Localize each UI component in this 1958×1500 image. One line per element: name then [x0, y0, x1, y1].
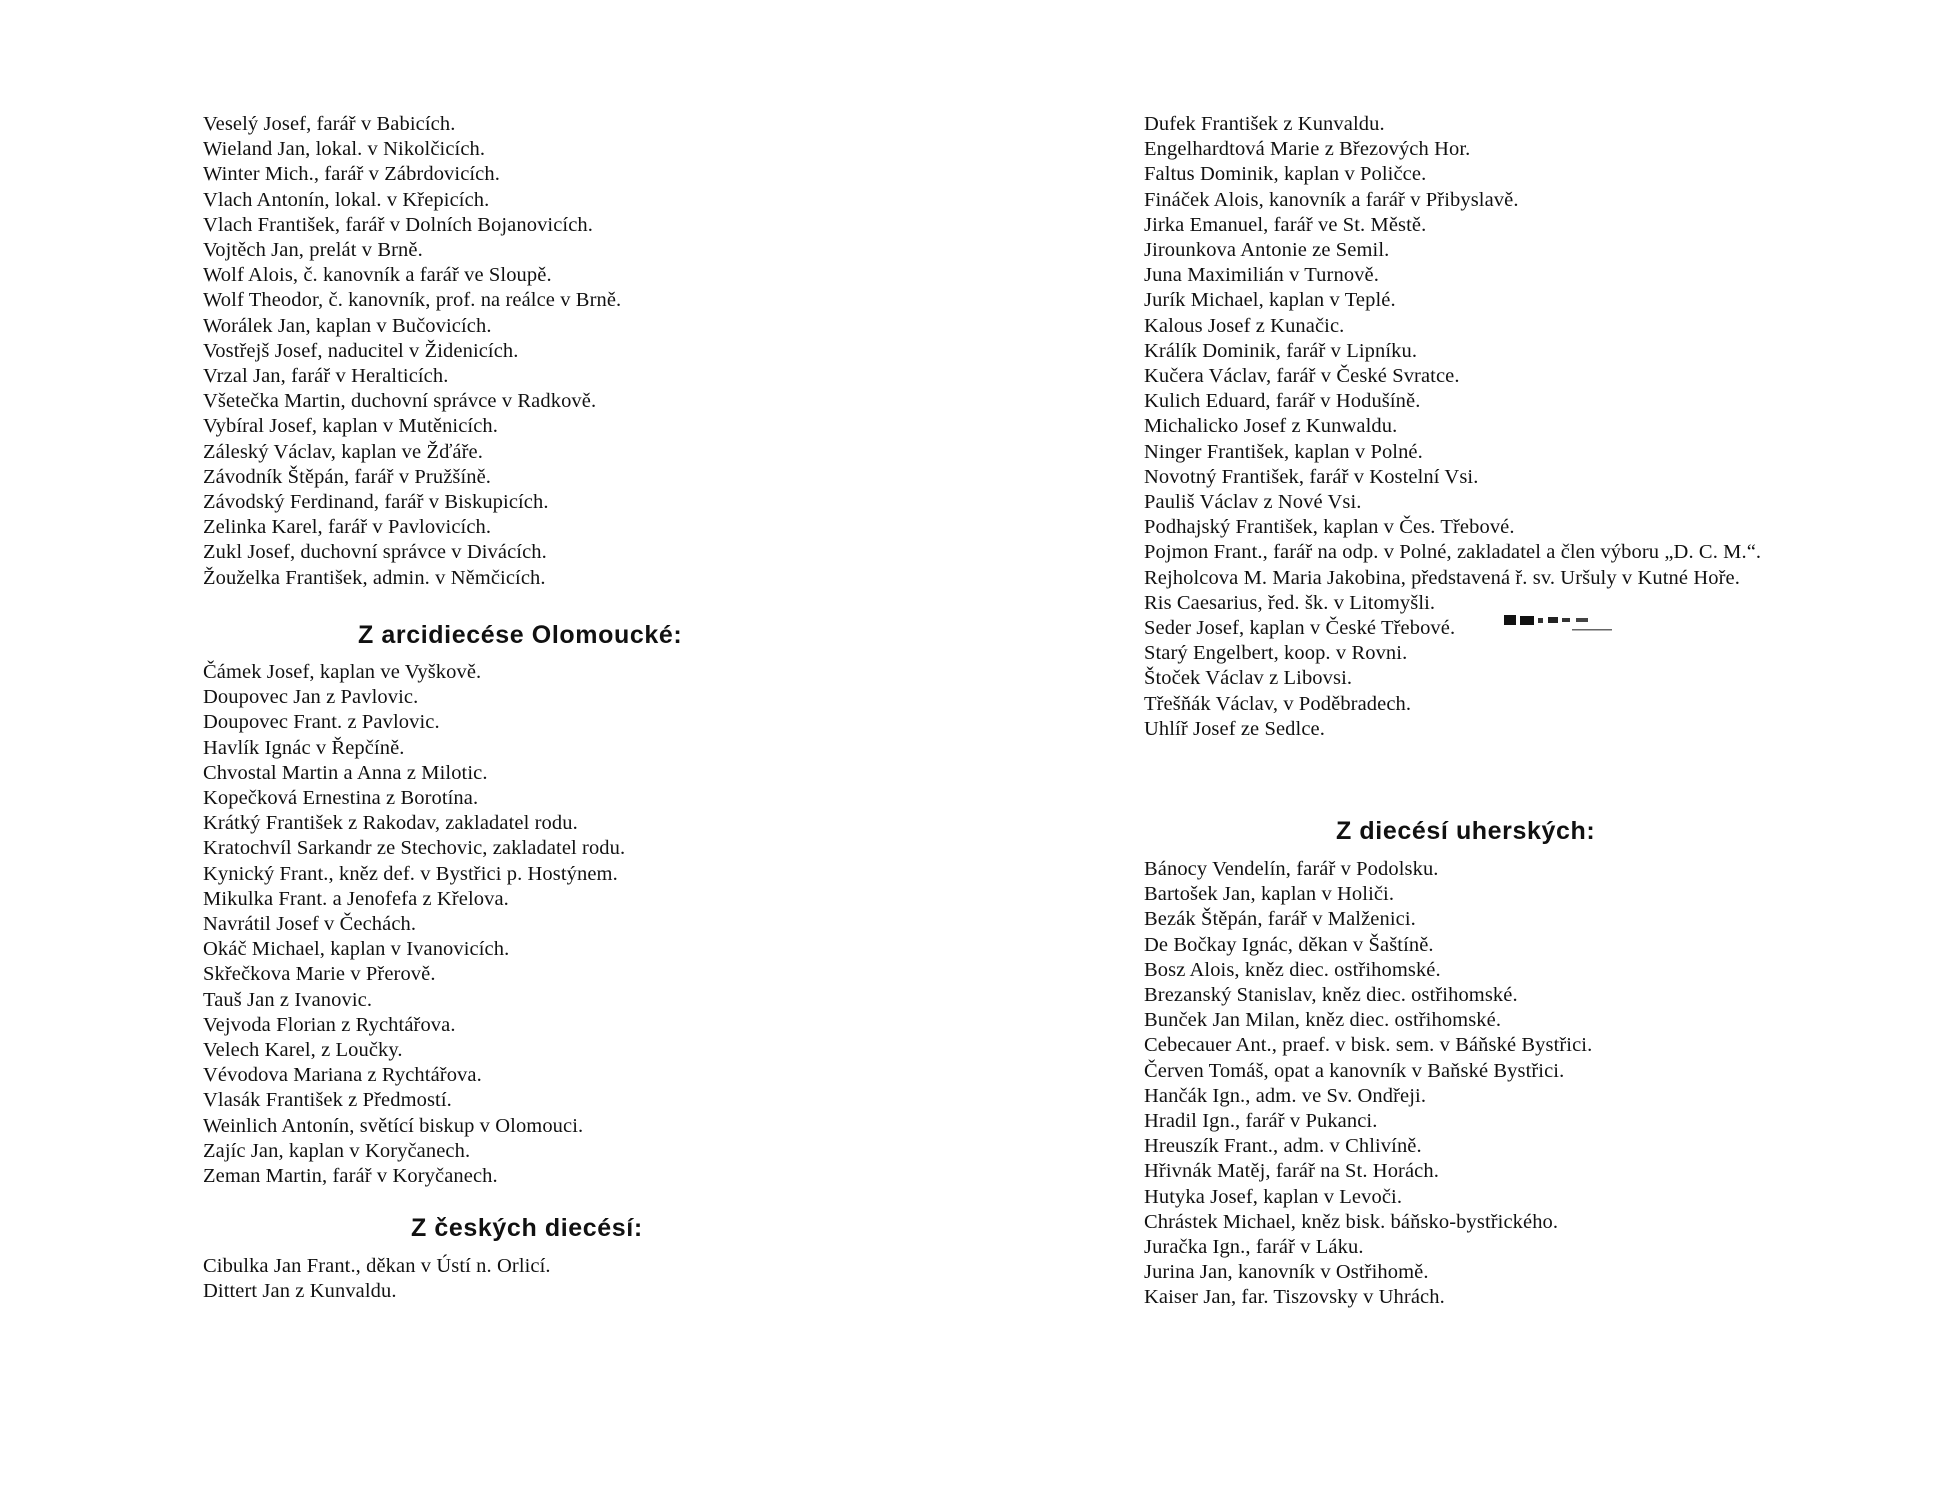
list-entry: Vlach Antonín, lokal. v Křepicích.: [203, 188, 490, 211]
list-entry: Hutyka Josef, kaplan v Levoči.: [1144, 1185, 1403, 1208]
list-entry: Ris Caesarius, řed. šk. v Litomyšli.: [1144, 591, 1436, 614]
list-entry: Brezanský Stanislav, kněz diec. ostřihomské.: [1144, 984, 1518, 1007]
list-entry: Pojmon Frant., farář na odp. v Polné, zakladatel a člen výboru „D. C. M.“.: [1144, 541, 1762, 564]
list-entry: Vybíral Josef, kaplan v Mutěnicích.: [203, 415, 498, 438]
list-entry: Vlach František, farář v Dolních Bojanovicích.: [203, 213, 593, 236]
list-entry: Dufek František z Kunvaldu.: [1144, 113, 1385, 135]
list-entry: Hřivnák Matěj, farář na St. Horách.: [1144, 1160, 1439, 1183]
list-entry: Červen Tomáš, opat a kanovník v Baňské Bystřici.: [1144, 1059, 1565, 1082]
list-entry: Seder Josef, kaplan v České Třebové.: [1144, 617, 1456, 640]
list-entry: Štoček Václav z Libovsi.: [1144, 667, 1353, 690]
list-entry: Zelinka Karel, farář v Pavlovicích.: [203, 516, 492, 539]
list-entry: Engelhardtová Marie z Březových Hor.: [1144, 138, 1471, 161]
list-entry: Zukl Josef, duchovní správce v Divácích.: [203, 541, 547, 564]
right-page: [1144, 0, 1824, 1500]
list-entry: Zajíc Jan, kaplan v Koryčanech.: [203, 1139, 471, 1162]
entry-list-czech-dioceses: [203, 1254, 551, 1304]
list-entry: Navrátil Josef v Čechách.: [203, 913, 417, 936]
list-entry: Havlík Ignác v Řepčíně.: [203, 736, 405, 759]
section-heading-czech-dioceses: Z českých diecésí:: [411, 1214, 643, 1242]
entry-list-czech-dioceses-continued: [1144, 112, 1761, 742]
list-entry: Jurík Michael, kaplan v Teplé.: [1144, 289, 1396, 312]
list-entry: De Bočkay Ignác, děkan v Šaštíně.: [1144, 933, 1434, 956]
list-entry: Novotný František, farář v Kostelní Vsi.: [1144, 465, 1479, 488]
list-entry: Wolf Theodor, č. kanovník, prof. na reálce v Brně.: [203, 289, 622, 312]
list-entry: Pauliš Václav z Nové Vsi.: [1144, 491, 1362, 514]
list-entry: Juna Maximilián v Turnově.: [1144, 264, 1379, 287]
list-entry: Cibulka Jan Frant., děkan v Ústí n. Orlicí.: [203, 1255, 551, 1277]
list-entry: Hradil Ign., farář v Pukanci.: [1144, 1110, 1378, 1133]
list-entry: Doupovec Jan z Pavlovic.: [203, 686, 419, 709]
list-entry: Mikulka Frant. a Jenofefa z Křelova.: [203, 887, 509, 910]
list-entry: Krátký František z Rakodav, zakladatel rodu.: [203, 812, 578, 835]
list-entry: Kalous Josef z Kunačic.: [1144, 314, 1345, 337]
list-entry: Doupovec Frant. z Pavlovic.: [203, 711, 440, 734]
list-entry: Kučera Václav, farář v České Svratce.: [1144, 365, 1460, 388]
list-entry: Kynický Frant., kněz def. v Bystřici p. Hostýnem.: [203, 862, 618, 885]
list-entry: Chrástek Michael, kněz bisk. báňsko-bystřického.: [1144, 1210, 1559, 1233]
list-entry: Worálek Jan, kaplan v Bučovicích.: [203, 314, 492, 337]
list-entry: Čámek Josef, kaplan ve Vyškově.: [203, 661, 482, 683]
list-entry: Wolf Alois, č. kanovník a farář ve Sloupě.: [203, 264, 552, 287]
left-page: [203, 0, 843, 1500]
list-entry: Juračka Ign., farář v Láku.: [1144, 1236, 1364, 1259]
list-entry: Vrzal Jan, farář v Heralticích.: [203, 365, 449, 388]
list-entry: Kaiser Jan, far. Tiszovsky v Uhrách.: [1144, 1286, 1445, 1309]
list-entry: Třešňák Václav, v Poděbradech.: [1144, 692, 1412, 715]
list-entry: Podhajský František, kaplan v Čes. Třebové.: [1144, 516, 1515, 539]
entry-list-hungarian-dioceses: [1144, 857, 1592, 1311]
list-entry: Závodník Štěpán, farář v Pružšíně.: [203, 465, 492, 488]
list-entry: Wieland Jan, lokal. v Nikolčicích.: [203, 138, 486, 161]
list-entry: Jurina Jan, kanovník v Ostřihomě.: [1144, 1261, 1429, 1284]
list-entry: Veselý Josef, farář v Babicích.: [203, 113, 456, 135]
list-entry: Fináček Alois, kanovník a farář v Přibyslavě.: [1144, 188, 1519, 211]
list-entry: Rejholcova M. Maria Jakobina, představená ř. sv. Uršuly v Kutné Hoře.: [1144, 566, 1740, 589]
list-entry: Chvostal Martin a Anna z Milotic.: [203, 761, 488, 784]
list-entry: Králík Dominik, farář v Lipníku.: [1144, 339, 1418, 362]
list-entry: Uhlíř Josef ze Sedlce.: [1144, 717, 1325, 740]
ink-smudge: [1502, 612, 1642, 634]
list-entry: Vejvoda Florian z Rychtářova.: [203, 1013, 456, 1036]
list-entry: Okáč Michael, kaplan v Ivanovicích.: [203, 938, 510, 961]
list-entry: Všetečka Martin, duchovní správce v Radkově.: [203, 390, 597, 413]
list-entry: Vlasák František z Předmostí.: [203, 1089, 452, 1112]
list-entry: Bosz Alois, kněz diec. ostřihomské.: [1144, 958, 1441, 981]
list-entry: Hreuszík Frant., adm. v Chlivíně.: [1144, 1135, 1422, 1158]
entry-list-olomouc: [203, 660, 625, 1189]
list-entry: Závodský Ferdinand, farář v Biskupicích.: [203, 491, 549, 514]
list-entry: Záleský Václav, kaplan ve Žďáře.: [203, 440, 483, 463]
list-entry: Tauš Jan z Ivanovic.: [203, 988, 373, 1011]
list-entry: Bartošek Jan, kaplan v Holiči.: [1144, 883, 1395, 906]
list-entry: Skřečkova Marie v Přerově.: [203, 963, 436, 986]
list-entry: Vojtěch Jan, prelát v Brně.: [203, 239, 423, 262]
list-entry: Ninger František, kaplan v Polné.: [1144, 440, 1423, 463]
list-entry: Velech Karel, z Loučky.: [203, 1039, 403, 1062]
list-entry: Bezák Štěpán, farář v Malženici.: [1144, 908, 1416, 931]
list-entry: Kulich Eduard, farář v Hodušíně.: [1144, 390, 1421, 413]
list-entry: Jirka Emanuel, farář ve St. Městě.: [1144, 213, 1427, 236]
list-entry: Weinlich Antonín, světící biskup v Olomouci.: [203, 1114, 584, 1137]
list-entry: Cebecauer Ant., praef. v bisk. sem. v Báňské Bystřici.: [1144, 1034, 1593, 1057]
list-entry: Bánocy Vendelín, farář v Podolsku.: [1144, 858, 1439, 880]
section-heading-olomouc: Z arcidiecése Olomoucké:: [358, 621, 683, 649]
list-entry: Winter Mich., farář v Zábrdovicích.: [203, 163, 500, 186]
list-entry: Zeman Martin, farář v Koryčanech.: [203, 1165, 498, 1188]
list-entry: Bunček Jan Milan, kněz diec. ostřihomské.: [1144, 1009, 1502, 1032]
list-entry: Michalicko Josef z Kunwaldu.: [1144, 415, 1398, 438]
list-entry: Dittert Jan z Kunvaldu.: [203, 1280, 397, 1303]
entry-list-brno-continued: [203, 112, 621, 591]
list-entry: Starý Engelbert, koop. v Rovni.: [1144, 642, 1408, 665]
list-entry: Kopečková Ernestina z Borotína.: [203, 787, 479, 810]
list-entry: Vostřejš Josef, naducitel v Židenicích.: [203, 339, 519, 362]
list-entry: Kratochvíl Sarkandr ze Stechovic, zakladatel rodu.: [203, 837, 626, 860]
list-entry: Hančák Ign., adm. ve Sv. Ondřeji.: [1144, 1084, 1427, 1107]
list-entry: Faltus Dominik, kaplan v Poličce.: [1144, 163, 1427, 186]
list-entry: Žouželka František, admin. v Němčicích.: [203, 566, 546, 589]
list-entry: Jirounkova Antonie ze Semil.: [1144, 239, 1390, 262]
section-heading-hungarian-dioceses: Z diecésí uherských:: [1336, 817, 1596, 845]
list-entry: Vévodova Mariana z Rychtářova.: [203, 1064, 482, 1087]
